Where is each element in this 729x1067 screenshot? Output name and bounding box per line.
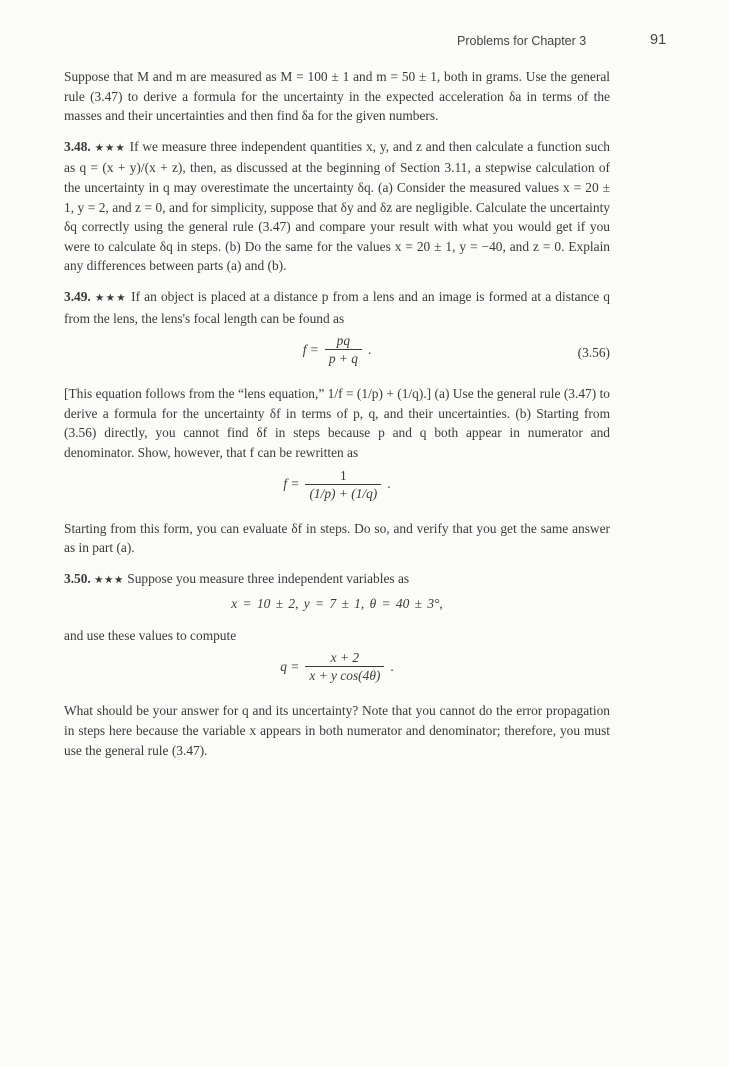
problem-text: If we measure three independent quantities x, y, and z and then calculate a function such as q = (x + y)/(x + z), then, as discussed at the beginning of Section 3.11, a stepwise calculation of the uncertainty in q may overestimate the uncertainty δq. (a) Consider the measured values x = 20 ± 1, y = 2, and z = 0, and for simplicity, suppose that δy and δz are negligible. Calculate the uncertainty δq correctly using the general rule (3.47) and compare your result with what you would get if you were to calculate δq in steps. (b) Do the same for the values x = 20 ± 1, y = −40, and z = 0. Explain any differences between parts (a) and (b). [64, 138, 610, 274]
page-number: 91 [650, 32, 667, 48]
fraction-denominator: p + q [325, 349, 362, 367]
fraction-denominator: x + y cos(4θ) [305, 666, 384, 684]
problem-3-49 [64, 287, 610, 328]
difficulty-stars: ★★★ [94, 141, 126, 154]
equation-rewritten-f [64, 467, 610, 509]
equation-lhs: q = [280, 659, 300, 675]
equation-period: . [390, 659, 394, 675]
equation-fraction [325, 332, 362, 367]
equation-label: (3.56) [577, 345, 610, 361]
problem-3-48 [64, 137, 610, 276]
intro-paragraph: Suppose that M and m are measured as M = 100 ± 1 and m = 50 ± 1, both in grams. Use the general rule (3.47) to derive a formula for the uncertainty in the expected acceleration δa in terms of the masses and their uncertainties and then find δa for the given numbers. [64, 69, 610, 124]
fraction-numerator: pq [336, 333, 351, 349]
equation-q [64, 649, 610, 691]
equation-period: . [387, 476, 391, 492]
problem-text: If an object is placed at a distance p from a lens and an image is formed at a distance q from the lens, the lens's focal length can be found as [64, 288, 610, 326]
problem-number: 3.48. [64, 138, 91, 154]
problem-3-50-conclusion: What should be your answer for q and its uncertainty? Note that you cannot do the error propagation in steps here because the variable x appears in both numerator and denominator; therefore, you must use the general rule (3.47). [64, 703, 610, 758]
problem-3-50-continued: and use these values to compute [64, 627, 237, 643]
problem-number: 3.50. [64, 570, 91, 586]
difficulty-stars: ★★★ [94, 573, 124, 586]
problem-text: Suppose you measure three independent variables as [127, 570, 410, 586]
problem-3-49-continued: [This equation follows from the “lens equation,” 1/f = (1/p) + (1/q).] (a) Use the general rule (3.47) to derive a formula for the uncertainty δf in terms of p, q, and their uncertainties. (b) Starting from (3.56) directly, you cannot find δf in steps because p and q both appear in numerator and denominator. Show, however, that f can be rewritten as [64, 386, 610, 460]
equation-lhs: f = [283, 476, 300, 492]
problem-number: 3.49. [64, 288, 91, 304]
equation-3-56 [64, 332, 610, 374]
running-header-title: Problems for Chapter 3 [457, 34, 587, 48]
problem-3-50 [64, 569, 610, 591]
page-content [64, 67, 610, 771]
fraction-numerator: 1 [340, 467, 347, 483]
equation-period: . [367, 341, 372, 357]
measured-values-line: x = 10 ± 2, y = 7 ± 1, θ = 40 ± 3°, [231, 596, 443, 612]
fraction-denominator: (1/p) + (1/q) [305, 484, 381, 502]
problem-3-49-conclusion: Starting from this form, you can evaluate δf in steps. Do so, and verify that you get the same answer as in part (a). [64, 520, 610, 556]
equation-lhs: f = [302, 341, 319, 357]
fraction-numerator: x + 2 [330, 650, 360, 666]
difficulty-stars: ★★★ [94, 291, 127, 304]
equation-fraction [305, 467, 381, 502]
equation-fraction [305, 649, 384, 684]
